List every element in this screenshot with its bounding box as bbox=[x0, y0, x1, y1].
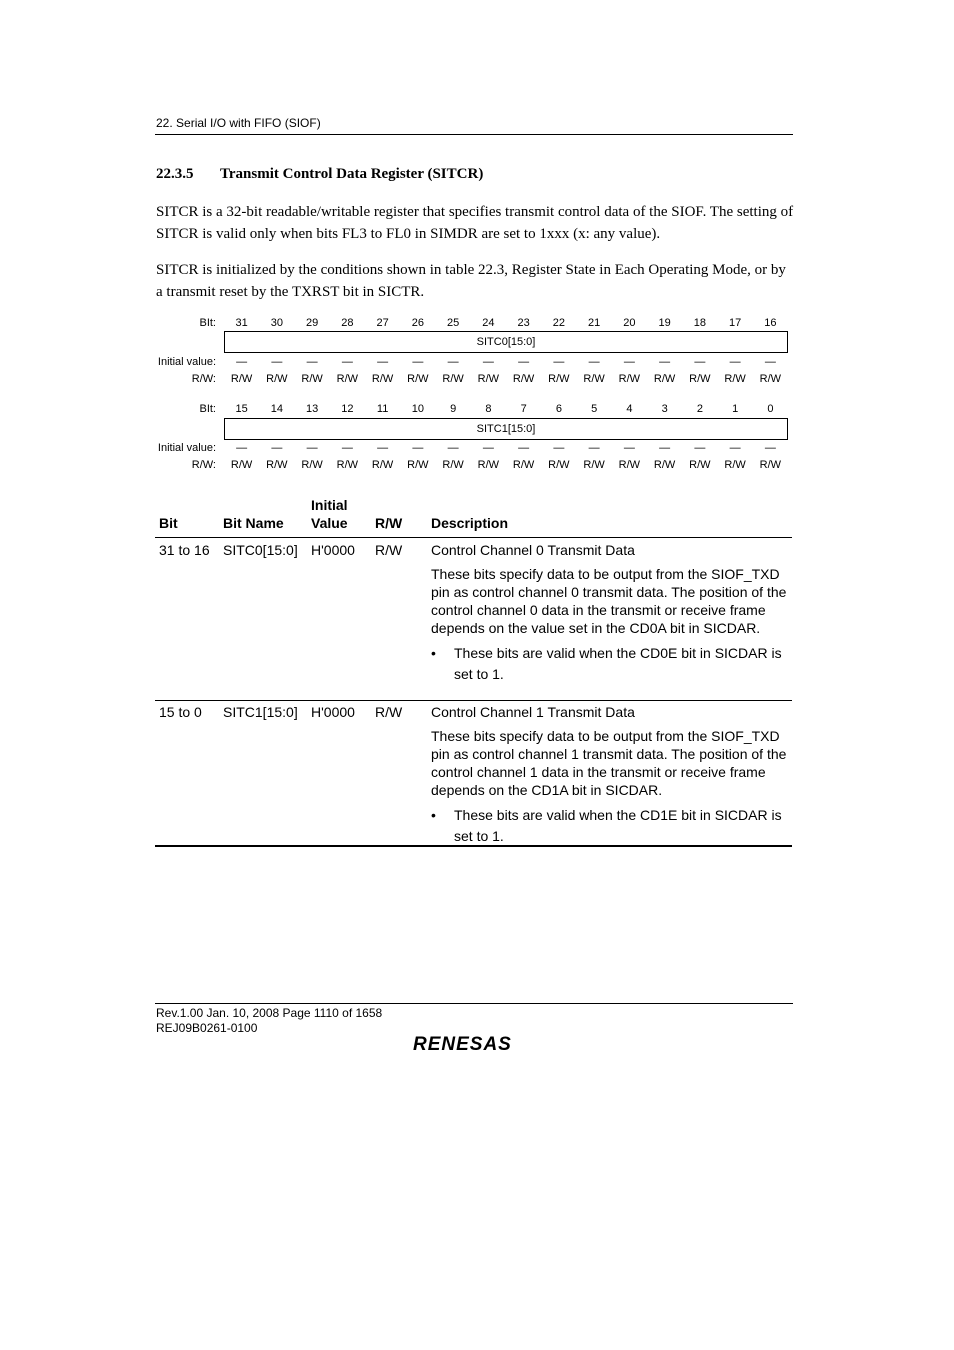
register-cell: — bbox=[518, 442, 530, 454]
register-cell: 14 bbox=[270, 403, 283, 415]
register-cell: R/W bbox=[653, 373, 676, 385]
initial-values-lower bbox=[224, 442, 788, 456]
register-cell: 4 bbox=[626, 403, 633, 415]
th-initial: Initial bbox=[311, 497, 348, 513]
register-cell: R/W bbox=[301, 459, 323, 471]
rw-values-lower bbox=[224, 459, 788, 473]
register-cell: — bbox=[271, 356, 283, 368]
register-cell: R/W bbox=[336, 373, 359, 385]
initial-values-upper bbox=[224, 356, 788, 370]
register-cell: 1 bbox=[732, 403, 739, 415]
register-cell: — bbox=[553, 356, 565, 368]
logo-text: RENESAS bbox=[413, 1034, 512, 1054]
register-cell: R/W bbox=[724, 373, 746, 385]
paragraph-1: SITCR is a 32-bit readable/writable register that specifies transmit control data of the SIOF. The setting of SITCR is valid only when bits FL3 to FL0 in SIMDR are set to 1xxx (x: any value). bbox=[156, 204, 794, 242]
register-cell: 24 bbox=[482, 317, 495, 329]
register-cell: R/W bbox=[407, 373, 429, 385]
register-cell: — bbox=[518, 356, 530, 368]
register-cell: — bbox=[694, 356, 706, 368]
paragraph-2: SITCR is initialized by the conditions shown in table 22.3, Register State in Each Operating Mode, or by a transmit reset by the TXRST bit in SICTR. bbox=[156, 262, 786, 300]
register-cell: — bbox=[341, 442, 353, 454]
register-cell: 3 bbox=[661, 403, 668, 415]
row1-bullet-text: These bits are valid when the CD0E bit in SICDAR is set to 1. bbox=[454, 645, 782, 682]
th-value: Value bbox=[311, 515, 348, 531]
register-cell: R/W bbox=[442, 373, 464, 385]
bit-numbers-lower bbox=[224, 403, 788, 417]
register-cell: 2 bbox=[696, 403, 703, 415]
table-bottom-rule bbox=[155, 845, 792, 847]
register-cell: R/W bbox=[407, 459, 429, 471]
header-divider bbox=[155, 537, 792, 538]
register-cell: 9 bbox=[450, 403, 457, 415]
header-rule bbox=[155, 134, 793, 135]
register-cell: R/W bbox=[336, 459, 359, 471]
register-cell: R/W bbox=[724, 459, 746, 471]
register-field-sitc1 bbox=[224, 418, 788, 440]
register-cell: 15 bbox=[235, 403, 248, 415]
bit-label-upper: BIt: bbox=[199, 317, 216, 329]
row-divider bbox=[155, 700, 792, 701]
section-heading bbox=[156, 166, 483, 183]
register-cell: — bbox=[412, 356, 424, 368]
register-cell: R/W bbox=[759, 373, 782, 385]
footer-revision: Rev.1.00 Jan. 10, 2008 Page 1110 of 1658 bbox=[156, 1006, 383, 1020]
row1-desc-title: Control Channel 0 Transmit Data bbox=[431, 542, 635, 558]
rw-label-lower: R/W: bbox=[191, 459, 216, 471]
th-bit-name: Bit Name bbox=[223, 515, 284, 531]
register-cell: R/W bbox=[266, 373, 288, 385]
row1-desc-body: These bits specify data to be output from the SIOF_TXD pin as control channel 0 transmit data. The position of the control channel 0 data in the transmit or receive frame depends on the value set in the CD0A bit in SICDAR. bbox=[431, 566, 787, 636]
register-cell: — bbox=[306, 356, 318, 368]
register-cell: 29 bbox=[306, 317, 319, 329]
register-cell: — bbox=[377, 442, 389, 454]
register-cell: — bbox=[236, 356, 248, 368]
register-cell: — bbox=[623, 442, 635, 454]
rw-values-upper bbox=[224, 373, 788, 387]
register-cell: R/W bbox=[512, 373, 535, 385]
register-cell: R/W bbox=[301, 373, 323, 385]
row1-description bbox=[431, 541, 791, 685]
register-cell: R/W bbox=[618, 373, 641, 385]
row2-rw: R/W bbox=[375, 704, 403, 720]
register-cell: — bbox=[482, 356, 494, 368]
register-cell: 23 bbox=[517, 317, 530, 329]
register-cell: — bbox=[659, 442, 671, 454]
register-cell: — bbox=[694, 442, 706, 454]
initial-label-lower: Initial value: bbox=[157, 442, 216, 454]
bullet-icon: • bbox=[431, 645, 436, 661]
register-cell: — bbox=[659, 356, 671, 368]
register-cell: — bbox=[553, 442, 565, 454]
register-cell: R/W bbox=[230, 373, 253, 385]
row2-description bbox=[431, 703, 791, 847]
renesas-logo bbox=[413, 1034, 533, 1054]
bit-numbers-upper bbox=[224, 317, 788, 331]
register-cell: R/W bbox=[477, 459, 500, 471]
register-cell: R/W bbox=[512, 459, 535, 471]
register-cell: — bbox=[236, 442, 248, 454]
register-cell: 19 bbox=[658, 317, 671, 329]
register-cell: R/W bbox=[653, 459, 676, 471]
row2-name: SITC1[15:0] bbox=[223, 704, 298, 720]
row2-desc-body: These bits specify data to be output from the SIOF_TXD pin as control channel 1 transmit data. The position of the control channel 1 data in the transmit or receive frame depends on the CD1A bit in SICDAR. bbox=[431, 728, 787, 798]
register-cell: 11 bbox=[376, 403, 389, 415]
register-cell: R/W bbox=[442, 459, 464, 471]
register-cell: — bbox=[764, 356, 776, 368]
register-cell: — bbox=[447, 442, 459, 454]
initial-label-upper: Initial value: bbox=[157, 356, 216, 368]
register-cell: R/W bbox=[618, 459, 641, 471]
register-cell: R/W bbox=[548, 459, 570, 471]
register-cell: — bbox=[588, 356, 600, 368]
register-cell: R/W bbox=[230, 459, 253, 471]
section-title: Transmit Control Data Register (SITCR) bbox=[220, 166, 484, 182]
register-cell: 0 bbox=[767, 403, 774, 415]
th-bit: Bit bbox=[159, 515, 178, 531]
register-cell: R/W bbox=[371, 459, 394, 471]
register-cell: 6 bbox=[555, 403, 562, 415]
register-cell: 17 bbox=[729, 317, 742, 329]
register-cell: 5 bbox=[591, 403, 598, 415]
row2-bullet bbox=[431, 805, 791, 847]
register-cell: — bbox=[271, 442, 283, 454]
register-cell: R/W bbox=[266, 459, 288, 471]
register-cell: 13 bbox=[306, 403, 319, 415]
bullet-icon: • bbox=[431, 807, 436, 823]
register-cell: 8 bbox=[485, 403, 492, 415]
th-description: Description bbox=[431, 515, 509, 531]
chapter-header: 22. Serial I/O with FIFO (SIOF) bbox=[156, 116, 321, 130]
register-cell: — bbox=[447, 356, 459, 368]
register-cell: R/W bbox=[548, 373, 570, 385]
register-cell: R/W bbox=[583, 459, 605, 471]
register-cell: 27 bbox=[376, 317, 389, 329]
register-cell: R/W bbox=[583, 373, 605, 385]
register-cell: — bbox=[306, 442, 318, 454]
register-cell: 16 bbox=[764, 317, 777, 329]
register-cell: 26 bbox=[411, 317, 424, 329]
row2-desc-title: Control Channel 1 Transmit Data bbox=[431, 704, 635, 720]
field-label-sitc0: SITC0[15:0] bbox=[476, 336, 536, 348]
field-label-sitc1: SITC1[15:0] bbox=[476, 423, 536, 435]
register-cell: 7 bbox=[520, 403, 527, 415]
register-cell: 31 bbox=[235, 317, 248, 329]
row1-bit: 31 to 16 bbox=[159, 542, 210, 558]
register-cell: — bbox=[729, 356, 741, 368]
register-cell: 12 bbox=[341, 403, 354, 415]
register-cell: 28 bbox=[341, 317, 354, 329]
register-cell: 22 bbox=[552, 317, 565, 329]
register-cell: R/W bbox=[689, 373, 711, 385]
register-cell: 30 bbox=[270, 317, 283, 329]
register-cell: — bbox=[588, 442, 600, 454]
footer-rule bbox=[155, 1003, 793, 1004]
row2-initial: H'0000 bbox=[311, 704, 355, 720]
row1-initial: H'0000 bbox=[311, 542, 355, 558]
register-cell: 21 bbox=[588, 317, 601, 329]
section-number: 22.3.5 bbox=[156, 166, 194, 182]
register-cell: 20 bbox=[623, 317, 636, 329]
row1-name: SITC0[15:0] bbox=[223, 542, 298, 558]
row1-bullet bbox=[431, 643, 791, 685]
register-cell: R/W bbox=[689, 459, 711, 471]
register-cell: — bbox=[412, 442, 424, 454]
register-cell: — bbox=[377, 356, 389, 368]
register-field-sitc0 bbox=[224, 331, 788, 353]
bit-label-lower: BIt: bbox=[199, 403, 216, 415]
register-cell: 25 bbox=[447, 317, 460, 329]
register-cell: R/W bbox=[371, 373, 394, 385]
row2-bit: 15 to 0 bbox=[159, 704, 202, 720]
register-cell: 18 bbox=[693, 317, 706, 329]
register-cell: — bbox=[729, 442, 741, 454]
th-rw: R/W bbox=[375, 515, 403, 531]
register-cell: — bbox=[341, 356, 353, 368]
row1-rw: R/W bbox=[375, 542, 403, 558]
register-cell: R/W bbox=[759, 459, 782, 471]
register-cell: — bbox=[623, 356, 635, 368]
register-cell: — bbox=[482, 442, 494, 454]
row2-bullet-text: These bits are valid when the CD1E bit in SICDAR is set to 1. bbox=[454, 807, 782, 844]
register-cell: 10 bbox=[411, 403, 424, 415]
footer-doc-number: REJ09B0261-0100 bbox=[156, 1021, 258, 1035]
register-cell: — bbox=[764, 442, 776, 454]
rw-label-upper: R/W: bbox=[191, 373, 216, 385]
register-cell: R/W bbox=[477, 373, 500, 385]
